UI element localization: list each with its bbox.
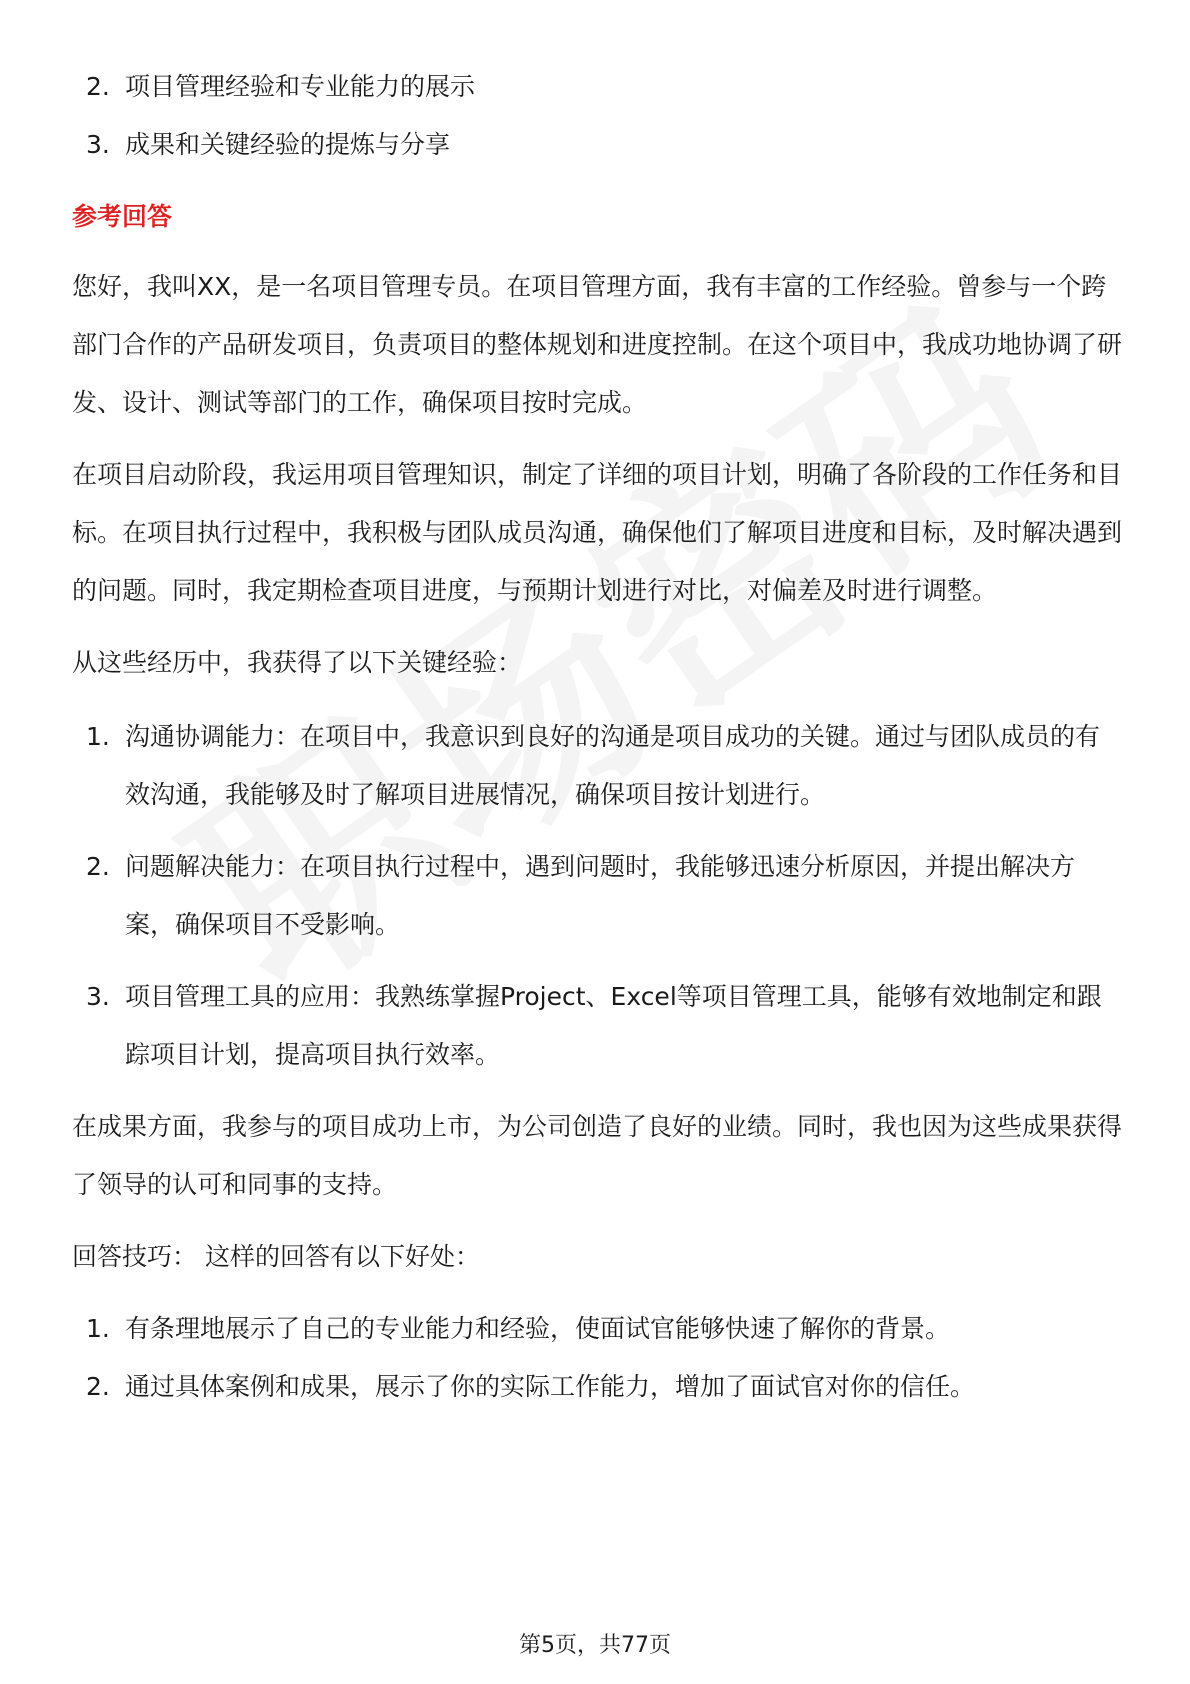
list-number: 2. [86,1372,110,1401]
process-paragraph: 在项目启动阶段，我运用项目管理知识，制定了详细的项目计划，明确了各阶段的工作任务和目标。在项目执行过程中，我积极与团队成员沟通，确保他们了解项目进度和目标，及时解决遇到的问题。同时，我定期检查项目进度，与预期计划进行对比，对偏差及时进行调整。 [72,460,1123,605]
list-item [72,708,1122,824]
list-item [72,58,1122,116]
page-content [72,58,1122,1416]
list-number: 2. [86,72,110,101]
intro-paragraph: 您好，我叫XX，是一名项目管理专员。在项目管理方面，我有丰富的工作经验。曾参与一个跨部门合作的产品研发项目，负责项目的整体规划和进度控制。在这个项目中，我成功地协调了研发、设计、测试等部门的工作，确保项目按时完成。 [72,272,1123,417]
list-number: 1. [86,1314,110,1343]
list-number: 1. [86,722,110,751]
lessons-list [72,708,1122,1084]
section-heading: 参考回答 [72,202,173,231]
list-text: 有条理地展示了自己的专业能力和经验，使面试官能够快速了解你的背景。 [125,1314,951,1343]
list-number: 3. [86,130,110,159]
tips-intro: 回答技巧： 这样的回答有以下好处： [72,1242,480,1271]
page-footer: 第5页，共77页 [519,1633,671,1658]
list-item [72,838,1122,954]
list-item [72,968,1122,1084]
list-text: 成果和关键经验的提炼与分享 [125,130,451,159]
tips-list [72,1300,1122,1416]
list-item [72,1300,1122,1358]
list-text: 项目管理经验和专业能力的展示 [125,72,476,101]
list-number: 2. [86,852,110,881]
list-text: 问题解决能力：在项目执行过程中，遇到问题时，我能够迅速分析原因，并提出解决方案，确保项目不受影响。 [125,852,1076,939]
lessons-intro: 从这些经历中，我获得了以下关键经验： [72,648,523,677]
list-text: 沟通协调能力：在项目中，我意识到良好的沟通是项目成功的关键。通过与团队成员的有效沟通，我能够及时了解项目进展情况，确保项目按计划进行。 [125,722,1101,809]
list-item [72,116,1122,174]
top-list [72,58,1122,174]
list-text: 项目管理工具的应用：我熟练掌握Project、Excel等项目管理工具，能够有效地制定和跟踪项目计划，提高项目执行效率。 [125,982,1102,1069]
results-paragraph: 在成果方面，我参与的项目成功上市，为公司创造了良好的业绩。同时，我也因为这些成果获得了领导的认可和同事的支持。 [72,1112,1123,1199]
list-number: 3. [86,982,110,1011]
list-text: 通过具体案例和成果，展示了你的实际工作能力，增加了面试官对你的信任。 [125,1372,976,1401]
list-item [72,1358,1122,1416]
